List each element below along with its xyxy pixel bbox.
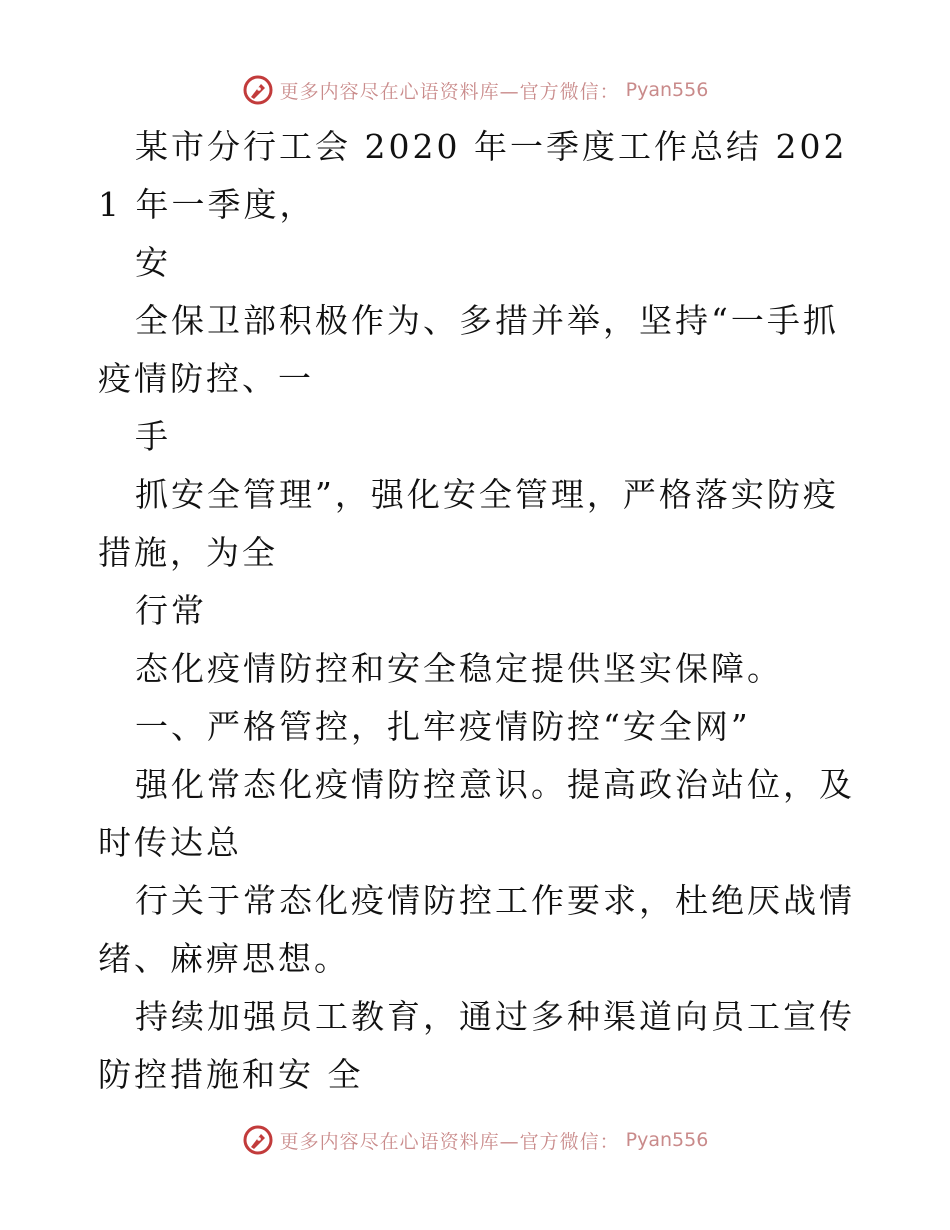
paragraph-11: 持续加强员工教育，通过多种渠道向员工宣传防控措施和安 全 bbox=[98, 997, 855, 1094]
paragraph-3: 全保卫部积极作为、多措并举，坚持“一手抓疫情防控、一 bbox=[98, 301, 839, 398]
paragraph-1: 某市分行工会 2020 年一季度工作总结 2021 年一季度， bbox=[98, 127, 848, 224]
paragraph-9: 强化常态化疫情防控意识。提高政治站位，及时传达总 bbox=[98, 765, 855, 862]
watermark-account: Pyan556 bbox=[625, 79, 709, 101]
document-body bbox=[98, 118, 858, 1104]
paragraph-6: 行常 bbox=[135, 591, 207, 630]
pen-nib-circle-icon bbox=[242, 74, 274, 106]
watermark-footer bbox=[0, 1120, 950, 1160]
paragraph-4: 手 bbox=[135, 417, 171, 456]
paragraph-2: 安 bbox=[135, 243, 171, 282]
watermark-account: Pyan556 bbox=[625, 1129, 709, 1151]
watermark-header bbox=[0, 70, 950, 110]
pen-nib-circle-icon bbox=[242, 1124, 274, 1156]
watermark-text: 更多内容尽在心语资料库—官方微信： bbox=[279, 1130, 620, 1153]
paragraph-5: 抓安全管理”，强化安全管理，严格落实防疫措施，为全 bbox=[98, 475, 839, 572]
watermark-text: 更多内容尽在心语资料库—官方微信： bbox=[279, 80, 620, 103]
paragraph-8: 一、严格管控，扎牢疫情防控“安全网” bbox=[135, 707, 751, 746]
paragraph-10: 行关于常态化疫情防控工作要求，杜绝厌战情绪、麻痹思想。 bbox=[98, 881, 855, 978]
paragraph-7: 态化疫情防控和安全稳定提供坚实保障。 bbox=[135, 649, 783, 688]
